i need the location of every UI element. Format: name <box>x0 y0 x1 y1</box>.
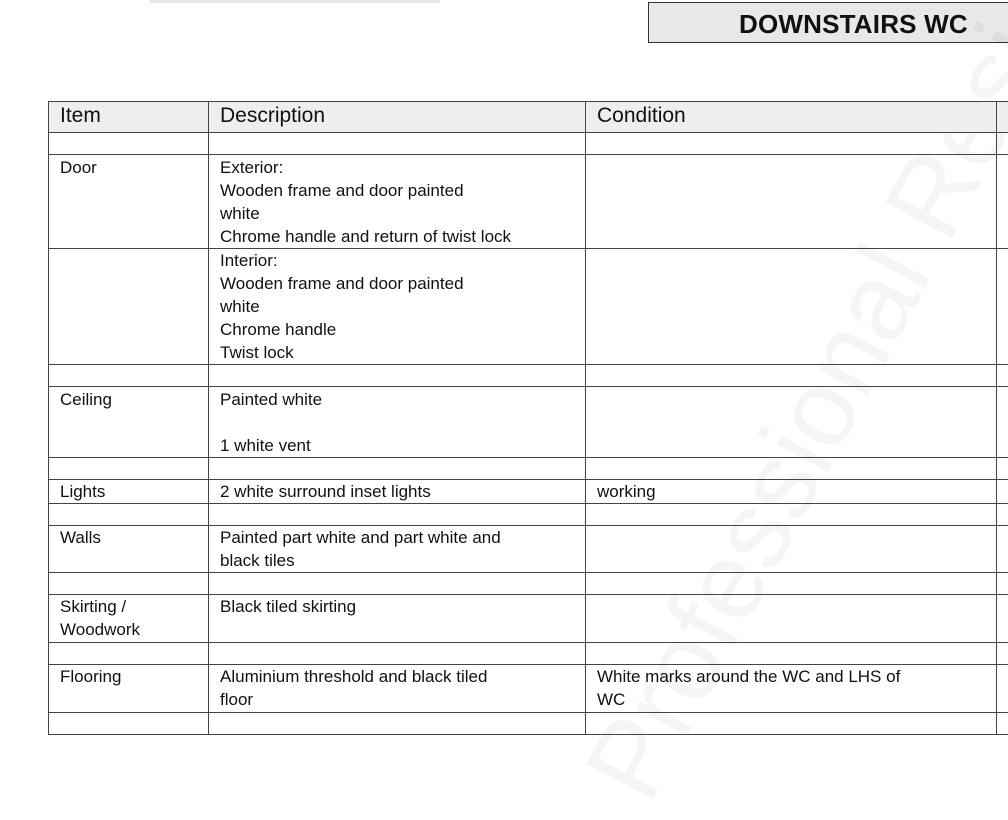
item-cell: Lights <box>49 480 209 504</box>
condition-cell <box>586 249 997 365</box>
condition-cell <box>586 595 997 643</box>
description-line: Painted part white and part white and <box>220 526 585 549</box>
description-cell: Black tiled skirting <box>209 595 586 643</box>
extra-cell <box>997 595 1008 643</box>
description-line: Painted white <box>220 388 585 411</box>
description-line: Wooden frame and door painted <box>220 272 585 295</box>
condition-cell <box>586 155 997 249</box>
item-line: Skirting / <box>60 595 208 618</box>
extra-cell <box>997 387 1008 458</box>
description-cell <box>209 249 586 365</box>
spacer-row <box>49 133 1008 155</box>
description-cell <box>209 155 586 249</box>
table-header-row <box>49 102 1008 133</box>
table-row-walls <box>49 526 1008 573</box>
description-line: Aluminium threshold and black tiled <box>220 665 585 688</box>
condition-cell: working <box>586 480 997 504</box>
section-title: DOWNSTAIRS WC <box>739 9 968 40</box>
extra-cell <box>997 665 1008 713</box>
description-cell <box>209 387 586 458</box>
spacer-row <box>49 713 1008 735</box>
table-row-skirting <box>49 595 1008 643</box>
item-cell: Flooring <box>49 665 209 713</box>
description-cell <box>209 665 586 713</box>
column-header-extra <box>997 102 1008 133</box>
table-row-flooring <box>49 665 1008 713</box>
description-line: white <box>220 295 585 318</box>
table-row-door-exterior <box>49 155 1008 249</box>
item-cell: Door <box>49 155 209 249</box>
description-line: Exterior: <box>220 156 585 179</box>
column-header-condition: Condition <box>586 102 997 133</box>
inventory-table <box>48 101 1008 735</box>
item-cell: Walls <box>49 526 209 573</box>
description-line: 1 white vent <box>220 434 585 457</box>
extra-cell <box>997 249 1008 365</box>
item-cell <box>49 249 209 365</box>
item-cell: Ceiling <box>49 387 209 458</box>
description-line: black tiles <box>220 549 585 572</box>
spacer-row <box>49 365 1008 387</box>
section-title-box <box>648 2 1008 43</box>
condition-cell <box>586 526 997 573</box>
spacer-row <box>49 458 1008 480</box>
item-cell <box>49 595 209 643</box>
extra-cell <box>997 526 1008 573</box>
column-header-description: Description <box>209 102 586 133</box>
description-line: Chrome handle <box>220 318 585 341</box>
description-line: white <box>220 202 585 225</box>
condition-line: WC <box>597 688 996 711</box>
header-smudge <box>150 0 440 3</box>
description-cell <box>209 526 586 573</box>
description-cell: 2 white surround inset lights <box>209 480 586 504</box>
table-row-lights <box>49 480 1008 504</box>
column-header-item: Item <box>49 102 209 133</box>
spacer-row <box>49 504 1008 526</box>
condition-cell <box>586 387 997 458</box>
condition-cell <box>586 665 997 713</box>
table-row-door-interior <box>49 249 1008 365</box>
description-line: Wooden frame and door painted <box>220 179 585 202</box>
item-line: Woodwork <box>60 618 208 641</box>
description-line: Chrome handle and return of twist lock <box>220 225 585 248</box>
extra-cell <box>997 155 1008 249</box>
spacer-row <box>49 643 1008 665</box>
description-line: floor <box>220 688 585 711</box>
description-line: Interior: <box>220 249 585 272</box>
description-line: Twist lock <box>220 341 585 364</box>
spacer-row <box>49 573 1008 595</box>
table-row-ceiling <box>49 387 1008 458</box>
blank-line <box>220 411 585 434</box>
extra-cell <box>997 480 1008 504</box>
condition-line: White marks around the WC and LHS of <box>597 665 996 688</box>
